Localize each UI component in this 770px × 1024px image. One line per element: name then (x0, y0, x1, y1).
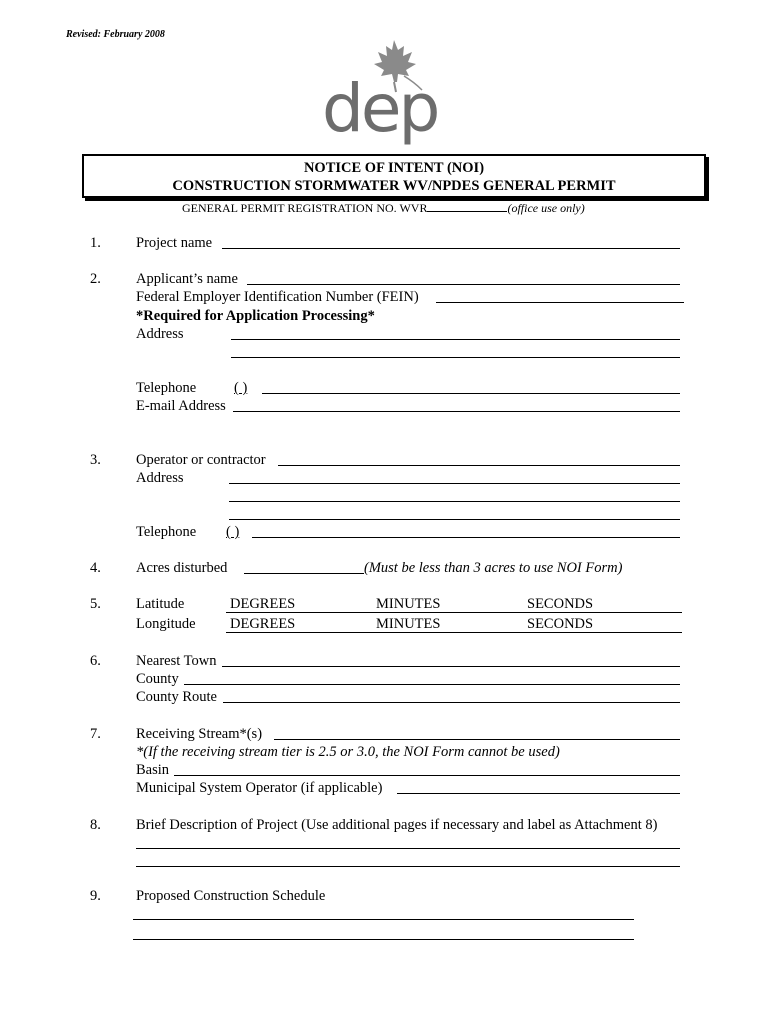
latitude-field[interactable] (226, 612, 682, 613)
longitude-seconds-label: SECONDS (527, 616, 594, 632)
longitude-label: Longitude (136, 616, 196, 632)
nearest-town-field[interactable] (222, 666, 680, 667)
latitude-degrees-label: DEGREES (230, 596, 296, 612)
applicant-telephone-label: Telephone (136, 380, 197, 396)
latitude-minutes-label: MINUTES (376, 596, 441, 612)
project-name-label: Project name (136, 235, 213, 251)
operator-label: Operator or contractor (136, 452, 266, 468)
project-description-field-1[interactable] (136, 848, 680, 849)
basin-label: Basin (136, 762, 170, 778)
longitude-field[interactable] (226, 632, 682, 633)
applicant-telephone-field[interactable] (262, 393, 680, 394)
operator-address-field-2[interactable] (229, 501, 680, 502)
applicant-phone-area[interactable]: ( ) (234, 380, 248, 396)
operator-address-field-1[interactable] (229, 483, 680, 484)
operator-phone-area[interactable]: ( ) (226, 524, 240, 540)
registration-prefix: GENERAL PERMIT REGISTRATION NO. WVR (182, 201, 428, 215)
item-number-4: 4. (90, 560, 101, 576)
construction-schedule-field-1[interactable] (133, 919, 634, 920)
receiving-stream-label: Receiving Stream*(s) (136, 726, 263, 742)
item-number-3: 3. (90, 452, 101, 468)
item-number-8: 8. (90, 817, 101, 833)
operator-address-field-3[interactable] (229, 519, 680, 520)
fein-field[interactable] (436, 302, 684, 303)
municipal-operator-field[interactable] (397, 793, 680, 794)
acres-note: (Must be less than 3 acres to use NOI Form) (364, 560, 623, 576)
title-line-2: CONSTRUCTION STORMWATER WV/NPDES GENERAL PERMIT (172, 178, 616, 194)
revised-date: Revised: February 2008 (66, 29, 165, 40)
longitude-degrees-label: DEGREES (230, 616, 296, 632)
county-route-label: County Route (136, 689, 217, 705)
acres-field[interactable] (244, 573, 364, 574)
registration-number (182, 201, 585, 216)
title-line-1: NOTICE OF INTENT (NOI) (303, 160, 485, 176)
latitude-label: Latitude (136, 596, 185, 612)
registration-blank[interactable] (427, 201, 507, 212)
applicant-name-label: Applicant’s name (136, 271, 238, 287)
operator-telephone-field[interactable] (252, 537, 680, 538)
item-number-1: 1. (90, 235, 101, 251)
stream-tier-note: *(If the receiving stream tier is 2.5 or 3.0, the NOI Form cannot be used) (136, 744, 560, 760)
latitude-seconds-label: SECONDS (527, 596, 594, 612)
operator-field[interactable] (278, 465, 680, 466)
project-description-label: Brief Description of Project (Use additional pages if necessary and label as Attachment 8) (136, 817, 658, 833)
item-number-2: 2. (90, 271, 101, 287)
required-notice: *Required for Application Processing* (136, 308, 375, 324)
applicant-name-field[interactable] (247, 284, 680, 285)
longitude-minutes-label: MINUTES (376, 616, 441, 632)
acres-label: Acres disturbed (136, 560, 228, 576)
county-route-field[interactable] (223, 702, 680, 703)
project-name-field[interactable] (222, 248, 680, 249)
construction-schedule-label: Proposed Construction Schedule (136, 888, 326, 904)
applicant-address-label: Address (136, 326, 184, 342)
county-label: County (136, 671, 179, 687)
construction-schedule-field-2[interactable] (133, 939, 634, 940)
item-number-9: 9. (90, 888, 101, 904)
title-box (82, 154, 706, 198)
logo-wordmark: dep (322, 70, 438, 147)
registration-note: (office use only) (507, 201, 585, 215)
fein-label: Federal Employer Identification Number (FEIN) (136, 289, 419, 305)
receiving-stream-field[interactable] (274, 739, 680, 740)
email-label: E-mail Address (136, 398, 226, 414)
item-number-5: 5. (90, 596, 101, 612)
municipal-operator-label: Municipal System Operator (if applicable) (136, 780, 383, 796)
applicant-address-field-2[interactable] (231, 357, 680, 358)
dep-logo (318, 36, 460, 148)
operator-address-label: Address (136, 470, 184, 486)
applicant-address-field-1[interactable] (231, 339, 680, 340)
item-number-6: 6. (90, 653, 101, 669)
email-field[interactable] (233, 411, 680, 412)
operator-telephone-label: Telephone (136, 524, 197, 540)
county-field[interactable] (184, 684, 680, 685)
nearest-town-label: Nearest Town (136, 653, 217, 669)
project-description-field-2[interactable] (136, 866, 680, 867)
item-number-7: 7. (90, 726, 101, 742)
basin-field[interactable] (174, 775, 680, 776)
